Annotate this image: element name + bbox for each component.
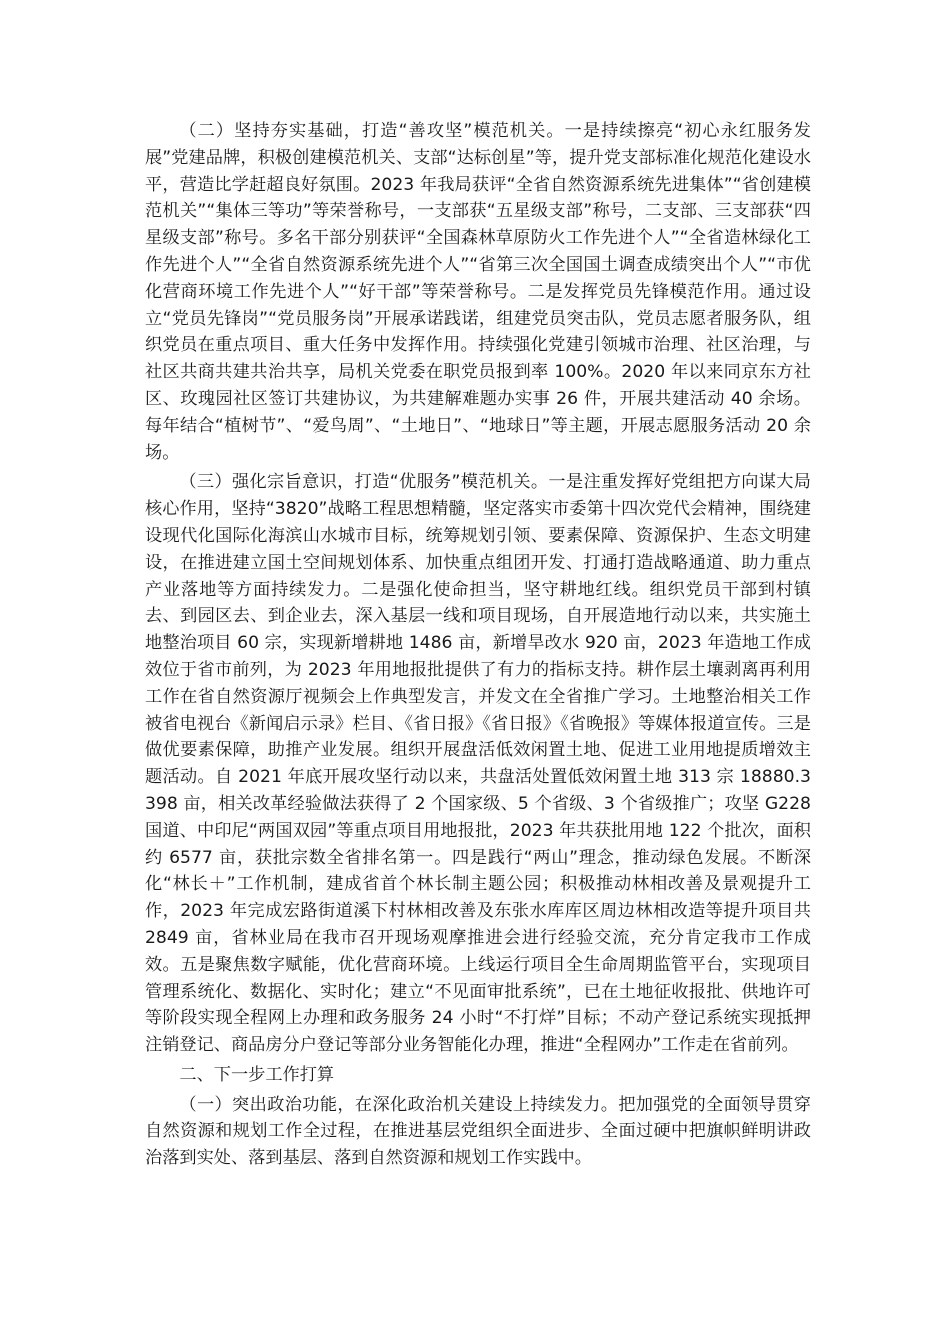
heading-next-steps: 二、下一步工作打算 — [179, 1064, 335, 1085]
paragraph-section-2: （二）坚持夯实基础，打造“善攻坚”模范机关。一是持续擦亮“初心永红服务发展”党建品牌，积极创建模范机关、支部“达标创星”等，提升党支部标准化规范化建设水平，营造比学赶超良好氛围。2023 年我局获评“全省自然资源系统先进集体”“省创建模范机关”“集体三等功”等荣誉称号，一支部获“五星级支部”称号，二支部、三支部获“四星级支部”称号。多名干部分别获评“全国森林草原防火工作先进个人”“全省造林绿化工作先进个人”“全省自然资源系统先进个人”“省第三次全国国土调查成绩突出个人”“市优化营商环境工作先进个人”“好干部”等荣誉称号。二是发挥党员先锋模范作用。通过设立“党员先锋岗”“党员服务岗”开展承诺践诺，组建党员突击队，党员志愿者服务队，组织党员在重点项目、重大任务中发挥作用。持续强化党建引领城市治理、社区治理，与社区共商共建共治共享，局机关党委在职党员报到率 100%。2020 年以来同京东方社区、玫瑰园社区签订共建协议，为共建解难题办实事 26 件，开展共建活动 40 余场。每年结合“植树节”、“爱鸟周”、“土地日”、“地球日”等主题，开展志愿服务活动 20 余场。 — [145, 121, 811, 463]
document-body — [145, 118, 811, 1172]
paragraph-next-steps-1: （一）突出政治功能，在深化政治机关建设上持续发力。把加强党的全面领导贯穿自然资源和规划工作全过程，在推进基层党组织全面进步、全面过硬中把旗帜鲜明讲政治落到实处、落到基层、落到自然资源和规划工作实践中。 — [145, 1094, 811, 1169]
paragraph-section-3: （三）强化宗旨意识，打造“优服务”模范机关。一是注重发挥好党组把方向谋大局核心作用，坚持“3820”战略工程思想精髓，坚定落实市委第十四次党代会精神，围绕建设现代化国际化海滨山水城市目标，统筹规划引领、要素保障、资源保护、生态文明建设，在推进建立国土空间规划体系、加快重点组团开发、打通打造战略通道、助力重点产业落地等方面持续发力。二是强化使命担当，坚守耕地红线。组织党员干部到村镇去、到园区去、到企业去，深入基层一线和项目现场，自开展造地行动以来，共实施土地整治项目 60 宗，实现新增耕地 1486 亩，新增旱改水 920 亩，2023 年造地工作成效位于省市前列，为 2023 年用地报批提供了有力的指标支持。耕作层土壤剥离再利用工作在省自然资源厅视频会上作典型发言，并发文在全省推广学习。土地整治相关工作被省电视台《新闻启示录》栏目、《省日报》《省日报》《省晚报》等媒体报道宣传。三是做优要素保障，助推产业发展。组织开展盘活低效闲置土地、促进工业用地提质增效主题活动。自 2021 年底开展攻坚行动以来，共盘活处置低效闲置土地 313 宗 18880.3398 亩，相关改革经验做法获得了 2 个国家级、5 个省级、3 个省级推广；攻坚 G228 国道、中印尼“两国双园”等重点项目用地报批，2023 年共获批用地 122 个批次，面积约 6577 亩，获批宗数全省排名第一。四是践行“两山”理念，推动绿色发展。不断深化“林长＋”工作机制，建成省首个林长制主题公园；积极推动林相改善及景观提升工作，2023 年完成宏路街道溪下村林相改善及东张水库库区周边林相改造等提升项目共 2849 亩，省林业局在我市召开现场观摩推进会进行经验交流，充分肯定我市工作成效。五是聚焦数字赋能，优化营商环境。上线运行项目全生命周期监管平台，实现项目管理系统化、数据化、实时化；建立“不见面审批系统”，已在土地征收报批、供地许可等阶段实现全程网上办理和政务服务 24 小时“不打烊”目标；不动产登记系统实现抵押注销登记、商品房分户登记等部分业务智能化办理，推进“全程网办”工作走在省前列。 — [145, 472, 811, 1056]
